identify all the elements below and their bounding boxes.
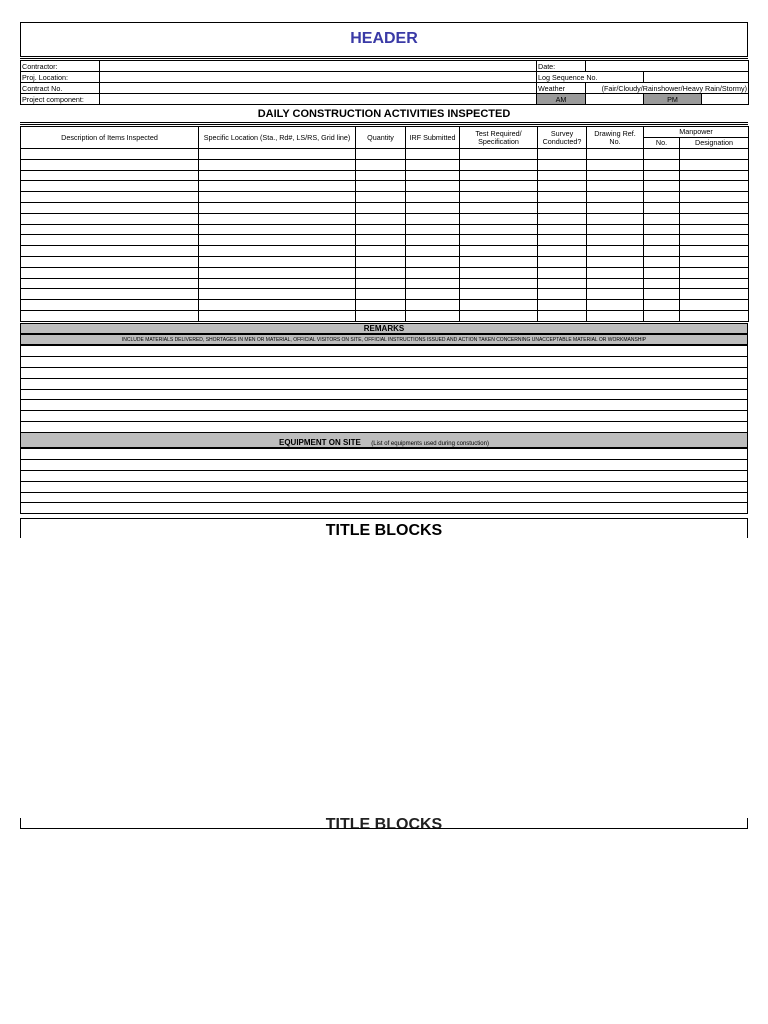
equipment-bar: [20, 432, 748, 448]
form-cell[interactable]: [199, 246, 356, 257]
form-row: [21, 389, 748, 400]
form-cell[interactable]: [538, 181, 587, 192]
title-block-bottom: [20, 818, 748, 829]
form-cell[interactable]: [21, 378, 748, 389]
form-cell[interactable]: [680, 300, 749, 311]
form-row: [21, 202, 749, 213]
form-cell[interactable]: [21, 367, 748, 378]
form-cell[interactable]: [538, 159, 587, 170]
remarks-title: REMARKS: [20, 323, 748, 334]
form-cell[interactable]: [356, 246, 406, 257]
form-cell[interactable]: [587, 278, 644, 289]
form-cell[interactable]: [644, 267, 680, 278]
form-row: [21, 170, 749, 181]
form-row: [21, 400, 748, 411]
am-field[interactable]: [586, 94, 644, 105]
form-cell[interactable]: [21, 481, 748, 492]
form-row: [21, 224, 749, 235]
form-cell[interactable]: [21, 346, 748, 357]
form-cell[interactable]: [644, 159, 680, 170]
form-cell[interactable]: [21, 470, 748, 481]
form-cell[interactable]: [199, 289, 356, 300]
form-cell[interactable]: [199, 235, 356, 246]
equipment-title: EQUIPMENT ON SITE: [279, 438, 361, 447]
form-cell[interactable]: [21, 492, 748, 503]
form-cell[interactable]: [356, 149, 406, 160]
form-cell[interactable]: [460, 300, 538, 311]
form-cell[interactable]: [21, 170, 199, 181]
form-cell[interactable]: [199, 267, 356, 278]
form-cell[interactable]: [21, 459, 748, 470]
form-cell[interactable]: [587, 202, 644, 213]
form-cell[interactable]: [538, 310, 587, 321]
form-row: [21, 310, 749, 321]
form-cell[interactable]: [406, 159, 460, 170]
form-cell[interactable]: [680, 202, 749, 213]
form-cell[interactable]: [644, 202, 680, 213]
form-cell[interactable]: [406, 149, 460, 160]
form-row: [21, 449, 748, 460]
form-cell[interactable]: [587, 192, 644, 203]
form-cell[interactable]: [644, 170, 680, 181]
form-cell[interactable]: [538, 235, 587, 246]
form-row: [21, 422, 748, 433]
form-cell[interactable]: [21, 389, 748, 400]
form-cell[interactable]: [644, 213, 680, 224]
form-row: [21, 300, 749, 311]
form-cell[interactable]: [199, 278, 356, 289]
form-row: [21, 289, 749, 300]
equipment-note: (List of equipments used during constuction): [371, 441, 489, 447]
form-cell[interactable]: [538, 224, 587, 235]
form-cell[interactable]: [406, 181, 460, 192]
form-cell[interactable]: [356, 181, 406, 192]
form-cell[interactable]: [460, 278, 538, 289]
date-field[interactable]: [586, 61, 749, 72]
form-cell[interactable]: [538, 278, 587, 289]
contractor-field[interactable]: [100, 61, 537, 72]
form-row: [21, 346, 748, 357]
section-rule: [20, 122, 748, 123]
form-cell[interactable]: [644, 181, 680, 192]
form-cell[interactable]: [21, 159, 199, 170]
form-cell[interactable]: [587, 224, 644, 235]
form-cell[interactable]: [644, 224, 680, 235]
form-cell[interactable]: [21, 300, 199, 311]
form-row: [21, 181, 749, 192]
form-cell[interactable]: [406, 256, 460, 267]
form-cell[interactable]: [21, 202, 199, 213]
form-cell[interactable]: [406, 213, 460, 224]
form-row: [21, 256, 749, 267]
col-test: Test Required/ Specification: [460, 127, 538, 149]
form-cell[interactable]: [587, 235, 644, 246]
activities-table: [20, 126, 749, 322]
form-cell[interactable]: [538, 202, 587, 213]
form-cell[interactable]: [538, 289, 587, 300]
form-cell[interactable]: [587, 213, 644, 224]
form-cell[interactable]: [356, 192, 406, 203]
activities-body: [21, 149, 749, 322]
form-cell[interactable]: [644, 289, 680, 300]
form-cell[interactable]: [680, 170, 749, 181]
form-cell[interactable]: [538, 149, 587, 160]
project-component-label: Project component:: [21, 94, 100, 105]
form-cell[interactable]: [460, 310, 538, 321]
form-cell[interactable]: [587, 300, 644, 311]
form-cell[interactable]: [356, 224, 406, 235]
contract-no-field[interactable]: [100, 83, 537, 94]
form-cell[interactable]: [406, 289, 460, 300]
pm-cell: PM: [644, 94, 702, 105]
col-manpower-designation: Designation: [680, 138, 749, 149]
form-cell[interactable]: [21, 503, 748, 514]
form-cell[interactable]: [199, 310, 356, 321]
form-cell[interactable]: [680, 224, 749, 235]
weather-label: Weather: [537, 83, 586, 94]
form-cell[interactable]: [21, 400, 748, 411]
col-manpower-no: No.: [644, 138, 680, 149]
form-cell[interactable]: [21, 235, 199, 246]
form-cell[interactable]: [356, 235, 406, 246]
form-cell[interactable]: [356, 310, 406, 321]
form-cell[interactable]: [644, 149, 680, 160]
form-cell[interactable]: [21, 449, 748, 460]
log-sequence-field[interactable]: [644, 72, 749, 83]
header-rule: [20, 58, 748, 59]
form-cell[interactable]: [356, 202, 406, 213]
form-cell[interactable]: [587, 149, 644, 160]
form-cell[interactable]: [680, 310, 749, 321]
form-cell[interactable]: [199, 256, 356, 267]
form-row: [21, 159, 749, 170]
form-row: [21, 470, 748, 481]
form-cell[interactable]: [460, 202, 538, 213]
form-cell[interactable]: [587, 246, 644, 257]
form-cell[interactable]: [587, 289, 644, 300]
form-cell[interactable]: [21, 256, 199, 267]
daily-activities-title: DAILY CONSTRUCTION ACTIVITIES INSPECTED: [257, 108, 511, 120]
form-cell[interactable]: [199, 213, 356, 224]
form-cell[interactable]: [21, 310, 199, 321]
weather-options[interactable]: (Fair/Cloudy/Rainshower/Heavy Rain/Stormy): [586, 83, 749, 94]
form-cell[interactable]: [406, 267, 460, 278]
title-blocks-cutoff-text: TITLE BLOCKS: [325, 816, 443, 833]
form-cell[interactable]: [406, 310, 460, 321]
form-cell[interactable]: [680, 278, 749, 289]
form-cell[interactable]: [199, 300, 356, 311]
remarks-instruction: INCLUDE MATERIALS DELIVERED, SHORTAGES IN MEN OR MATERIAL, OFFICIAL VISITORS ON SITE, OFFICIAL INSTRUCTIONS ISSUED AND ACTION TAKEN CONCERNING UNACCEPTABLE MATERIAL OR WORKMANSHIP: [20, 334, 748, 345]
form-cell[interactable]: [460, 246, 538, 257]
form-cell[interactable]: [199, 192, 356, 203]
col-description: Description of Items Inspected: [21, 127, 199, 149]
form-cell[interactable]: [199, 170, 356, 181]
form-cell[interactable]: [644, 235, 680, 246]
form-cell[interactable]: [644, 310, 680, 321]
form-row: [21, 411, 748, 422]
form-cell[interactable]: [460, 181, 538, 192]
form-cell[interactable]: [21, 356, 748, 367]
form-cell[interactable]: [587, 256, 644, 267]
proj-location-field[interactable]: [100, 72, 537, 83]
form-row: [21, 192, 749, 203]
form-row: [21, 503, 748, 514]
form-cell[interactable]: [587, 310, 644, 321]
form-cell[interactable]: [680, 246, 749, 257]
form-cell[interactable]: [199, 224, 356, 235]
form-cell[interactable]: [406, 278, 460, 289]
form-cell[interactable]: [21, 192, 199, 203]
equipment-lines: [20, 448, 748, 514]
form-cell[interactable]: [356, 170, 406, 181]
form-row: [21, 367, 748, 378]
am-cell: AM: [537, 94, 586, 105]
form-cell[interactable]: [644, 278, 680, 289]
form-cell[interactable]: [460, 192, 538, 203]
project-component-field[interactable]: [100, 94, 537, 105]
col-manpower: Manpower: [644, 127, 749, 138]
title-blocks-cutoff: [20, 809, 748, 833]
col-survey: Survey Conducted?: [538, 127, 587, 149]
form-row: [21, 267, 749, 278]
form-cell[interactable]: [21, 422, 748, 433]
form-cell[interactable]: [406, 246, 460, 257]
form-cell[interactable]: [21, 289, 199, 300]
title-blocks-heading: TITLE BLOCKS: [325, 522, 443, 539]
form-cell[interactable]: [460, 256, 538, 267]
form-cell[interactable]: [460, 149, 538, 160]
form-cell[interactable]: [644, 192, 680, 203]
form-cell[interactable]: [356, 256, 406, 267]
form-cell[interactable]: [644, 256, 680, 267]
form-cell[interactable]: [21, 149, 199, 160]
form-cell[interactable]: [21, 224, 199, 235]
form-cell[interactable]: [406, 224, 460, 235]
form-cell[interactable]: [680, 289, 749, 300]
form-cell[interactable]: [587, 170, 644, 181]
form-row: [21, 149, 749, 160]
form-cell[interactable]: [587, 159, 644, 170]
col-quantity: Quantity: [356, 127, 406, 149]
remarks-lines: [20, 345, 748, 433]
header-title: HEADER: [350, 30, 418, 47]
form-cell[interactable]: [680, 256, 749, 267]
form-cell[interactable]: [680, 267, 749, 278]
date-label: Date:: [537, 61, 586, 72]
form-row: [21, 213, 749, 224]
form-cell[interactable]: [460, 267, 538, 278]
form-cell[interactable]: [199, 181, 356, 192]
section-rule: [20, 124, 748, 125]
form-row: [21, 459, 748, 470]
form-cell[interactable]: [538, 300, 587, 311]
form-cell[interactable]: [680, 159, 749, 170]
form-cell[interactable]: [460, 224, 538, 235]
col-irf: IRF Submitted: [406, 127, 460, 149]
form-cell[interactable]: [460, 159, 538, 170]
form-cell[interactable]: [21, 278, 199, 289]
form-cell[interactable]: [538, 267, 587, 278]
form-cell[interactable]: [538, 213, 587, 224]
form-cell[interactable]: [538, 170, 587, 181]
log-sequence-label: Log Sequence No.: [537, 72, 644, 83]
contract-no-label: Contract No.: [21, 83, 100, 94]
form-cell[interactable]: [538, 256, 587, 267]
form-cell[interactable]: [406, 235, 460, 246]
form-cell[interactable]: [356, 300, 406, 311]
form-cell[interactable]: [644, 246, 680, 257]
form-cell[interactable]: [21, 181, 199, 192]
form-cell[interactable]: [460, 213, 538, 224]
form-row: [21, 246, 749, 257]
form-cell[interactable]: [406, 300, 460, 311]
form-cell[interactable]: [460, 289, 538, 300]
form-row: [21, 378, 748, 389]
form-cell[interactable]: [356, 278, 406, 289]
contractor-label: Contractor:: [21, 61, 100, 72]
form-cell[interactable]: [587, 181, 644, 192]
form-cell[interactable]: [538, 192, 587, 203]
form-cell[interactable]: [680, 192, 749, 203]
form-cell[interactable]: [538, 246, 587, 257]
form-cell[interactable]: [460, 170, 538, 181]
form-cell[interactable]: [644, 300, 680, 311]
col-drawing: Drawing Ref. No.: [587, 127, 644, 149]
form-cell[interactable]: [199, 149, 356, 160]
form-row: [21, 278, 749, 289]
form-row: [21, 356, 748, 367]
form-cell[interactable]: [21, 267, 199, 278]
form-cell[interactable]: [21, 213, 199, 224]
form-cell[interactable]: [21, 246, 199, 257]
project-info-table: [20, 60, 749, 105]
form-cell[interactable]: [460, 235, 538, 246]
form-cell[interactable]: [356, 267, 406, 278]
pm-field[interactable]: [702, 94, 749, 105]
form-row: [21, 481, 748, 492]
col-location: Specific Location (Sta., Rd#, LS/RS, Grid line): [199, 127, 356, 149]
form-cell[interactable]: [680, 181, 749, 192]
proj-location-label: Proj. Location:: [21, 72, 100, 83]
form-cell[interactable]: [680, 235, 749, 246]
form-cell[interactable]: [356, 213, 406, 224]
form-cell[interactable]: [680, 149, 749, 160]
form-cell[interactable]: [406, 170, 460, 181]
form-row: [21, 492, 748, 503]
form-row: [21, 235, 749, 246]
form-cell[interactable]: [406, 192, 460, 203]
form-cell[interactable]: [199, 202, 356, 213]
form-cell[interactable]: [199, 159, 356, 170]
form-cell[interactable]: [587, 267, 644, 278]
form-cell[interactable]: [21, 411, 748, 422]
form-cell[interactable]: [680, 213, 749, 224]
form-cell[interactable]: [356, 289, 406, 300]
form-cell[interactable]: [406, 202, 460, 213]
form-cell[interactable]: [356, 159, 406, 170]
